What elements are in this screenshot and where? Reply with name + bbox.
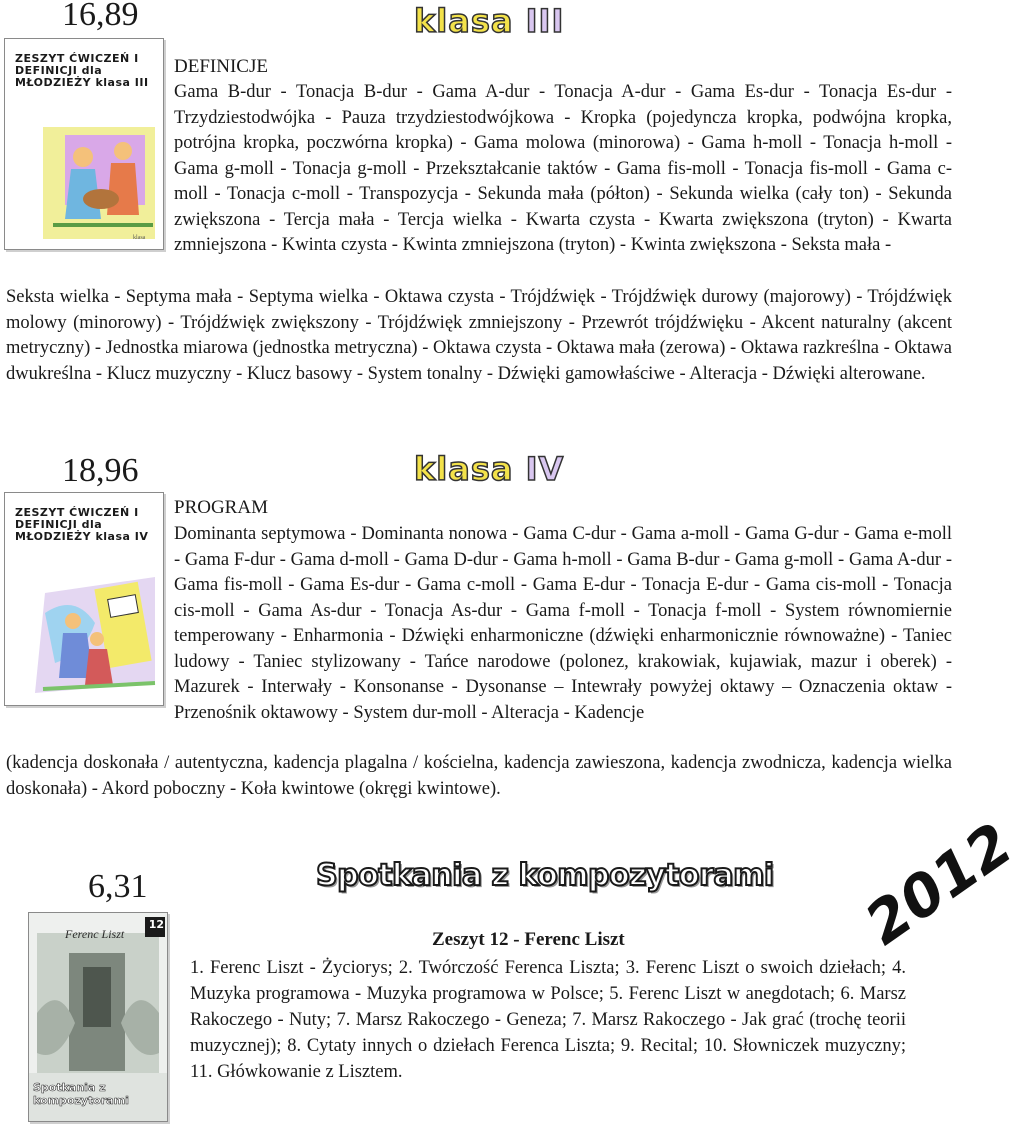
cover-title: ZESZYT ĆWICZEŃ I DEFINICJI dla MŁODZIEŻY klasa III [15,52,149,89]
definicje-text-full: Seksta wielka - Septyma mała - Septyma wielka - Oktawa czysta - Trójdźwięk - Trójdźwięk durowy (majorowy) - Trójdźwięk molowy (minorowy) - Trójdźwięk zwiększony - Trójdźwięk zmniejszony - Przewrót trójdźwięku - Akcent naturalny (akcent metryczny) - Jednostka miarowa (jednostka metryczna) - Oktawa czysta - Oktawa mała (zerowa) - Oktawa razkreślna - Oktawa dwukreślna - Klucz muzyczny - Klucz basowy - System tonalny - Dźwięki gamowłaściwe - Alteracja - Dźwięki alterowane. [6,287,952,384]
program-text-indented: Dominanta septymowa - Dominanta nonowa - Gama C-dur - Gama a-moll - Gama G-dur - Gama e-moll - Gama F-dur - Gama d-moll - Gama D-dur - Gama h-moll - Gama B-dur - Gama g-moll - Gama A-dur - Gama fis-moll - Gama Es-dur - Gama c-moll - Gama E-dur - Tonacja E-dur - Gama cis-moll - Tonacja cis-moll - Gama As-dur - Tonacja As-dur - Gama f-moll - Tonacja f-moll - System równomiernie temperowany - Enharmonia - Dźwięki enharmoniczne (dźwięki enharmonicznie równoważne) - Taniec ludowy - Taniec stylizowany - Tańce narodowe (polonez, krakowiak, kujawiak, mazur i oberek) - Mazurek - Interwały - Konsonanse - Dysonanse – Intewrały powyżej oktawy – Oznaczenia oktaw - Przenośnik oktawowy - System dur-moll - Alteracja - Kadencje [174,524,952,723]
program-text-full: (kadencja doskonała / autentyczna, kadencja plagalna / kościelna, kadencja zawieszona, kadencja zwodnicza, kadencja wielka doskonała) - Akord poboczny - Koła kwintowe (okręgi kwintowe). [6,753,952,799]
book-cover-klasa-3 [4,38,164,250]
cover-bottom-title: Spotkania z kompozytorami [33,1081,129,1107]
heading-numeral: III [525,2,565,40]
heading-word: klasa [414,2,514,40]
price-zeszyt-12: 6,31 [88,868,148,905]
heading-word: klasa [414,450,514,488]
label-definicje: DEFINICJE [174,56,268,77]
year-2012-logo: 2012 [858,806,1019,962]
zeszyt-contents: 1. Ferenc Liszt - Życiorys; 2. Twórczość Ferenca Liszta; 3. Ferenc Liszt o swoich dziełach; 4. Muzyka programowa - Muzyka programowa w Polsce; 5. Ferenc Liszt w anegdotach; 6. Marsz Rakoczego - Nuty; 7. Marsz Rakoczego - Geneza; 7. Marsz Rakoczego - Jak grać (trochę teorii muzycznej); 8. Cytaty innych o dziełach Ferenca Liszta; 9. Recital; 10. Słowniczek muzyczny; 11. Główkowanie z Lisztem. [190,958,906,1082]
spotkania-banner: Spotkania z kompozytorami [316,858,774,893]
zeszyt-title: Zeszyt 12 - Ferenc Liszt [432,929,625,950]
cover-illustration-dancers [5,493,163,705]
heading-klasa-4 [414,450,564,488]
cover-script-title: Ferenc Liszt [65,927,125,941]
cover-badge-number: 12 [148,918,164,931]
svg-text:klasa: klasa [133,235,146,241]
cover-title: ZESZYT ĆWICZEŃ I DEFINICJI dla MŁODZIEŻY klasa IV [15,506,149,543]
book-cover-liszt [28,912,168,1122]
price-klasa-3: 16,89 [62,0,139,33]
book-cover-klasa-4 [4,492,164,706]
heading-numeral: IV [525,450,565,488]
price-klasa-4: 18,96 [62,452,139,489]
heading-klasa-3 [414,2,564,40]
definicje-text-indented: Gama B-dur - Tonacja B-dur - Gama A-dur - Tonacja A-dur - Gama Es-dur - Tonacja Es-dur - Trzydziestodwójka - Pauza trzydziestodwójkowa - Kropka (pojedyncza kropka, podwójna kropka, potrójna kropka, poczwórna kropka) - Gama molowa (minorowa) - Gama h-moll - Tonacja h-moll - Gama g-moll - Tonacja g-moll - Przekształcanie taktów - Gama fis-moll - Tonacja fis-moll - Gama c-moll - Tonacja c-moll - Transpozycja - Sekunda mała (półton) - Sekunda wielka (cały ton) - Sekunda zwiększona - Tercja mała - Tercja wielka - Kwarta czysta - Kwarta zwiększona (tryton) - Kwarta zmniejszona - Kwinta czysta - Kwinta zmniejszona (tryton) - Kwinta zwiększona - Seksta mała - [174,82,952,255]
cover-illustration-musicians [5,39,163,249]
label-program: PROGRAM [174,497,268,518]
